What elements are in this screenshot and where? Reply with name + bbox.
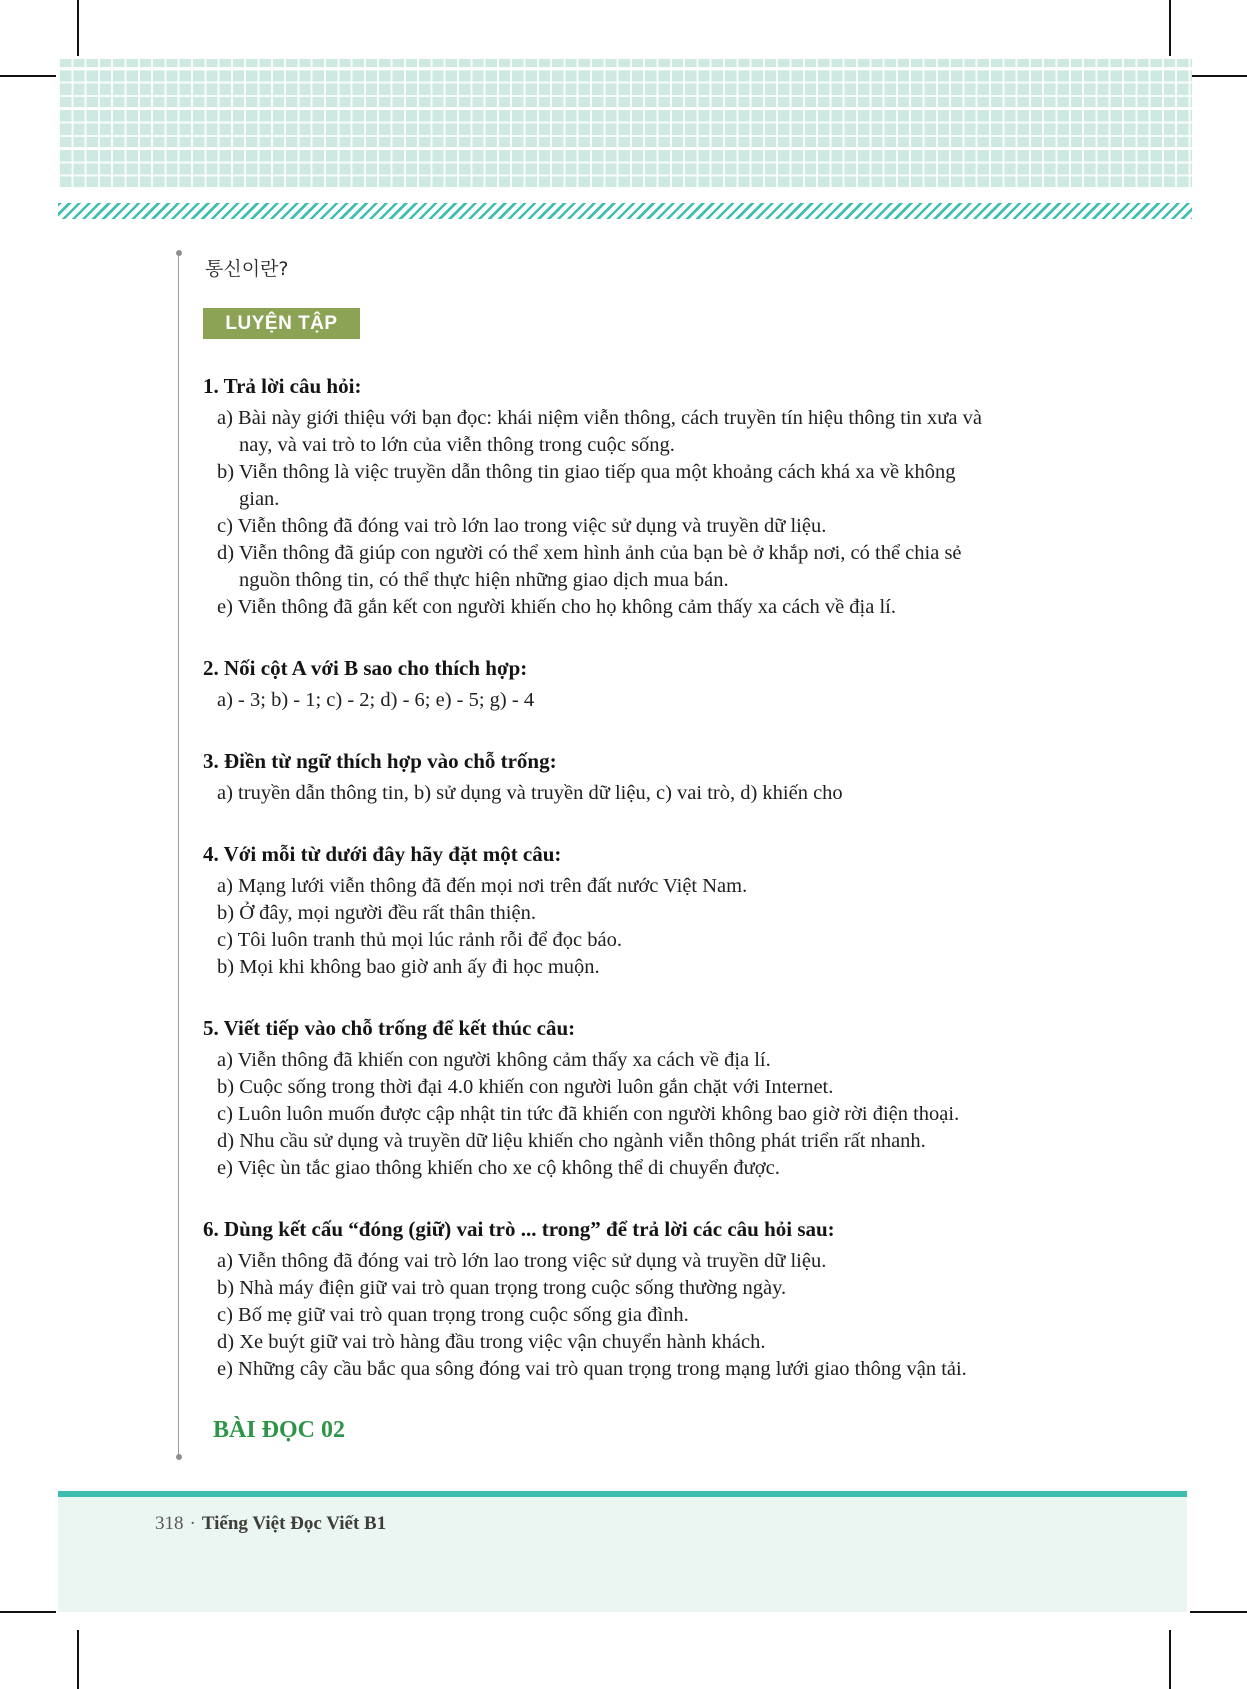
exercise-item: b) Nhà máy điện giữ vai trò quan trọng trong cuộc sống thường ngày. [217,1277,787,1299]
exercise-title: 1. Trả lời câu hỏi: [203,374,362,398]
practice-badge: LUYỆN TẬP [203,308,360,339]
exercise-item: b) Cuộc sống trong thời đại 4.0 khiến con người luôn gắn chặt với Internet. [217,1076,834,1098]
exercise-4 [203,841,995,981]
exercise-title: 5. Viết tiếp vào chỗ trống để kết thúc câu: [203,1016,576,1040]
exercise-title: 4. Với mỗi từ dưới đây hãy đặt một câu: [203,842,562,866]
crop-mark-top-left-horizontal [0,75,56,77]
next-lesson-heading: BÀI ĐỌC 02 [213,1417,346,1443]
exercise-item: e) Việc ùn tắc giao thông khiến cho xe cộ không thể di chuyển được. [217,1157,780,1179]
crop-mark-top-right-vertical [1169,0,1171,56]
crop-mark-bottom-left-horizontal [0,1611,56,1613]
exercise-6 [203,1216,995,1383]
exercise-item: c) Tôi luôn tranh thủ mọi lúc rảnh rỗi để đọc báo. [217,929,622,951]
exercise-3 [203,748,995,807]
exercise-item: b) Mọi khi không bao giờ anh ấy đi học muộn. [217,956,600,978]
footer-separator: · [189,1513,196,1534]
section-guide-line [178,253,179,1457]
exercise-title: 6. Dùng kết cấu “đóng (giữ) vai trò ... trong” để trả lời các câu hỏi sau: [203,1217,835,1241]
exercise-5 [203,1015,995,1182]
exercise-item: c) Bố mẹ giữ vai trò quan trọng trong cuộc sống gia đình. [217,1304,689,1326]
crop-mark-bottom-right-horizontal [1190,1611,1247,1613]
exercise-item: a) truyền dẫn thông tin, b) sử dụng và truyền dữ liệu, c) vai trò, d) khiến cho [217,782,843,804]
book-title: Tiếng Việt Đọc Viết B1 [201,1513,387,1534]
exercise-item: a) - 3; b) - 1; c) - 2; d) - 6; e) - 5; g) - 4 [217,689,535,711]
exercise-item: c) Viễn thông đã đóng vai trò lớn lao trong việc sử dụng và truyền dữ liệu. [217,515,827,537]
exercise-item: e) Những cây cầu bắc qua sông đóng vai trò quan trọng trong mạng lưới giao thông vận tải. [217,1358,967,1380]
page-number: 318 [155,1513,184,1534]
exercise-1 [203,373,995,621]
exercise-item: c) Luôn luôn muốn được cập nhật tin tức đã khiến con người không bao giờ rời điện thoại. [217,1103,960,1125]
exercise-item: a) Bài này giới thiệu với bạn đọc: khái niệm viễn thông, cách truyền tín hiệu thông tin xưa và nay, và vai trò to lớn của viễn thông trong cuộc sống. [217,407,982,456]
exercise-item: a) Mạng lưới viễn thông đã đến mọi nơi trên đất nước Việt Nam. [217,875,748,897]
header-grid-band [58,59,1192,190]
crop-mark-bottom-left-vertical [77,1630,79,1689]
crop-mark-top-right-horizontal [1190,75,1247,77]
exercise-item: a) Viễn thông đã khiến con người không cảm thấy xa cách về địa lí. [217,1049,771,1071]
exercise-item: d) Xe buýt giữ vai trò hàng đầu trong việc vận chuyển hành khách. [217,1331,766,1353]
korean-note: 통신이란? [205,258,289,280]
exercise-item: d) Viễn thông đã giúp con người có thể xem hình ảnh của bạn bè ở khắp nơi, có thể chia sẻ nguồn thông tin, có thể thực hiện những giao dịch mua bán. [217,542,962,591]
crop-mark-bottom-right-vertical [1169,1630,1171,1689]
exercise-title: 3. Điền từ ngữ thích hợp vào chỗ trống: [203,749,557,773]
exercise-item: a) Viễn thông đã đóng vai trò lớn lao trong việc sử dụng và truyền dữ liệu. [217,1250,827,1272]
exercise-item: b) Viễn thông là việc truyền dẫn thông tin giao tiếp qua một khoảng cách khá xa về không gian. [217,461,956,510]
exercise-2 [203,655,995,714]
exercise-item: e) Viễn thông đã gắn kết con người khiến cho họ không cảm thấy xa cách về địa lí. [217,596,896,618]
footer-text [155,1510,386,1537]
page-footer [58,1497,1187,1612]
exercise-item: d) Nhu cầu sử dụng và truyền dữ liệu khiến cho ngành viễn thông phát triển rất nhanh. [217,1130,926,1152]
crop-mark-top-left-vertical [77,0,79,56]
page-content [203,250,995,1444]
exercise-item: b) Ở đây, mọi người đều rất thân thiện. [217,902,536,924]
exercise-title: 2. Nối cột A với B sao cho thích hợp: [203,656,528,680]
diagonal-stripe-divider [58,203,1192,219]
